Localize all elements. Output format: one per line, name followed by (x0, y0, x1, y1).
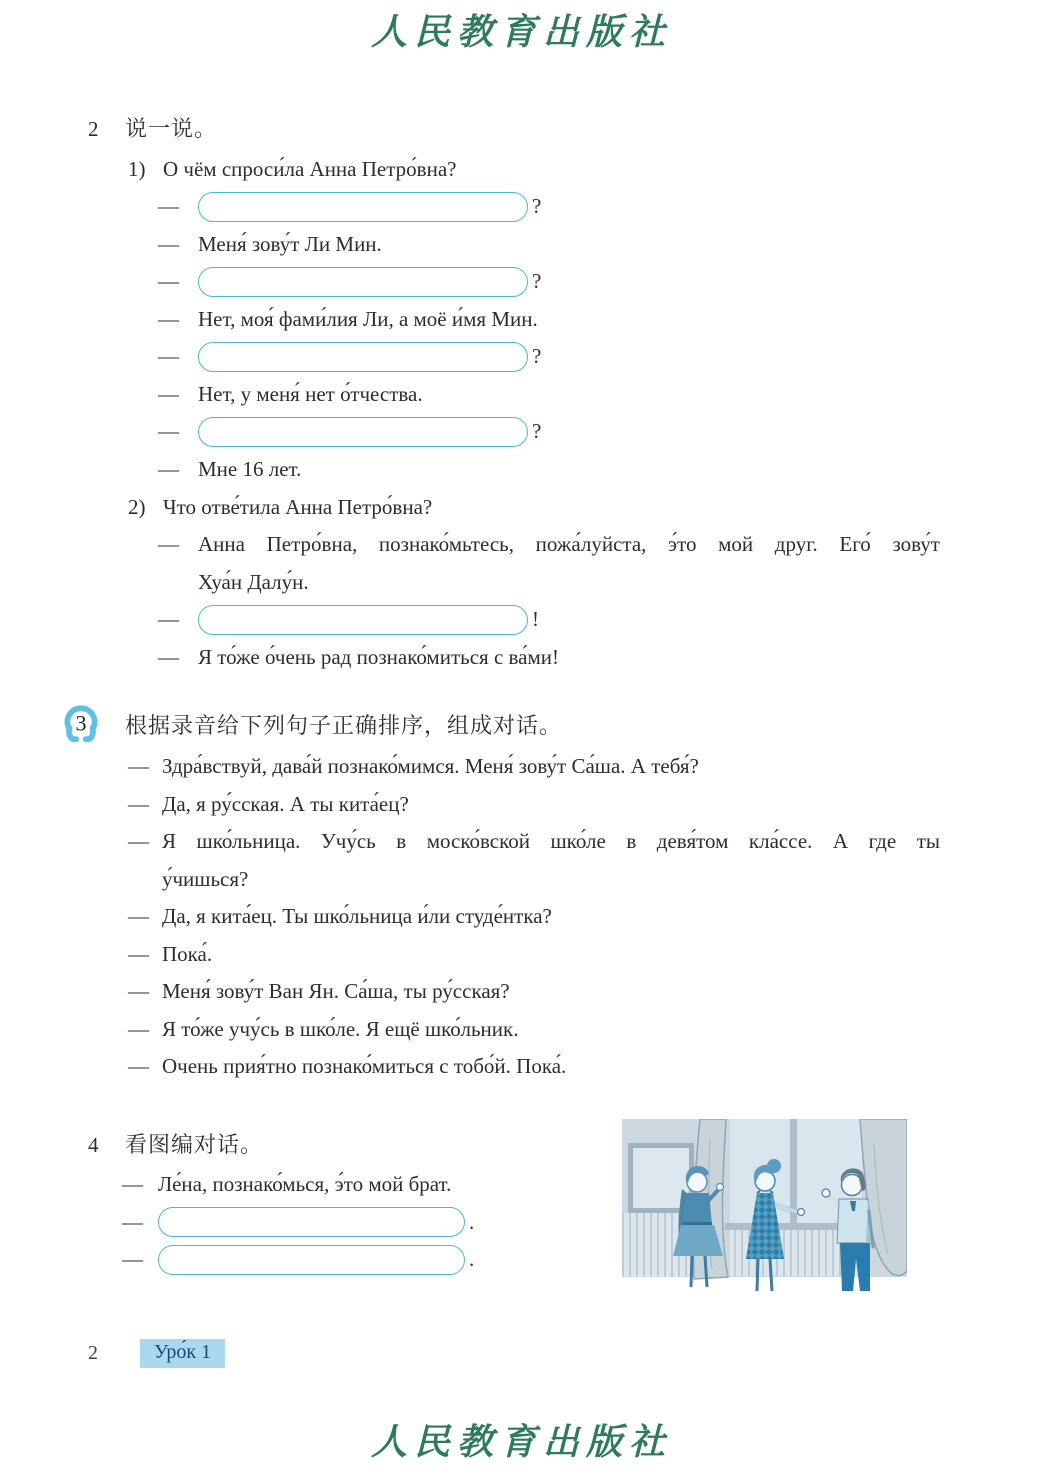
dialogue-dash: — (128, 1016, 149, 1041)
dialogue-line: Очень прия́тно познако́миться с тобо́й. Пока́. (162, 1054, 567, 1079)
dialogue-dash: — (158, 269, 179, 294)
punctuation-mark: ! (532, 607, 539, 632)
dialogue-row (158, 639, 950, 677)
page-number: 2 (88, 1341, 98, 1364)
dialogue-dash: — (158, 381, 179, 406)
dialogue-row (128, 748, 950, 786)
publisher-logo-bottom: 人民教育出版社 (370, 1421, 672, 1463)
question-marker: 2) (128, 494, 146, 519)
answer-blank-oval[interactable] (158, 1207, 465, 1237)
dialogue-dash: — (128, 754, 149, 779)
page-footer (88, 1338, 225, 1368)
dialogue-row (158, 338, 950, 376)
exercise-title: 根据录音给下列句子正确排序，组成对话。 (125, 712, 563, 738)
dialogue-1 (158, 188, 950, 488)
dialogue-row (128, 786, 950, 824)
headphone-listening-icon (62, 702, 100, 746)
dialogue-dash: — (122, 1209, 143, 1234)
dialogue-row (158, 526, 950, 601)
exercise-4 (88, 1128, 608, 1279)
dialogue-dash: — (158, 194, 179, 219)
dialogue-row (158, 451, 950, 489)
dialogue-row (122, 1241, 608, 1279)
dialogue-dash: — (128, 941, 149, 966)
dialogue-line: Да, я ру́сская. А ты кита́ец? (162, 791, 409, 816)
dialogue-dash: — (158, 456, 179, 481)
dialogue-row (158, 413, 950, 451)
answer-blank-oval[interactable] (198, 192, 528, 222)
dialogue-line: у́чишься? (162, 866, 249, 891)
exercise-number: 4 (88, 1133, 99, 1157)
dialogue-dash: — (122, 1172, 143, 1197)
exercise-number: 2 (88, 117, 99, 141)
dialogue-dash: — (128, 904, 149, 929)
dialogue-dash: — (128, 791, 149, 816)
dialogue-line: Анна Петро́вна, познако́мьтесь, пожа́луйста, э́то мой друг. Его́ зову́т (198, 532, 940, 556)
punctuation-mark: . (469, 1247, 475, 1272)
exercise-3-header (62, 700, 950, 748)
question-1 (128, 150, 950, 188)
answer-blank-oval[interactable] (198, 605, 528, 635)
question-2 (128, 488, 950, 526)
dialogue-row (158, 226, 950, 264)
answer-blank-oval[interactable] (158, 1245, 465, 1275)
dialogue-row (158, 601, 950, 639)
dialogue-row (122, 1204, 608, 1242)
exercise-3 (62, 700, 950, 1086)
exercise-number: 3 (75, 710, 87, 736)
punctuation-mark: ? (532, 419, 542, 444)
exercise-2-header (88, 112, 950, 142)
question-text: О чём спроси́ла Анна Петро́вна? (163, 156, 457, 181)
dialogue-row (128, 1048, 950, 1086)
dialogue-2 (158, 526, 950, 676)
dialogue-paragraph (162, 823, 940, 898)
punctuation-mark: ? (532, 344, 542, 369)
scene-illustration (622, 1119, 907, 1305)
dialogue-row (128, 1011, 950, 1049)
answer-blank-oval[interactable] (198, 342, 528, 372)
question-text: Что отве́тила Анна Петро́вна? (163, 494, 433, 519)
dialogue-dash: — (158, 644, 179, 669)
dialogue-dash: — (128, 829, 149, 853)
answer-blank-oval[interactable] (198, 267, 528, 297)
dialogue-row (128, 973, 950, 1011)
dialogue-line: Я то́же учу́сь в шко́ле. Я ещё шко́льник. (162, 1016, 519, 1041)
exercise-2 (88, 112, 950, 676)
dialogue-line: Здра́вствуй, дава́й познако́мимся. Меня́ зову́т Са́ша. А тебя́? (162, 754, 699, 779)
dialogue-to-order (128, 748, 950, 1086)
dialogue-line: Я то́же о́чень рад познако́миться с ва́ми! (198, 644, 559, 669)
dialogue-row (128, 823, 950, 898)
dialogue-line: Пока́. (162, 941, 213, 966)
dialogue-paragraph (198, 526, 940, 601)
dialogue-line: Нет, моя́ фами́лия Ли, а моё и́мя Мин. (198, 306, 538, 331)
dialogue-dash: — (122, 1247, 143, 1272)
dialogue-dash: — (158, 306, 179, 331)
dialogue-dash: — (128, 979, 149, 1004)
dialogue-dash: — (158, 344, 179, 369)
dialogue-line: Я шко́льница. Учу́сь в моско́вской шко́ле в девя́том кла́ссе. А где ты (162, 829, 940, 853)
exercise-title: 说一说。 (125, 116, 218, 141)
dialogue-row (158, 301, 950, 339)
dialogue-dash: — (158, 231, 179, 256)
dialogue-line: Мне 16 лет. (198, 456, 302, 481)
dialogue-dash: — (158, 419, 179, 444)
lesson-badge: Уро́к 1 (140, 1339, 225, 1368)
dialogue-line: Меня́ зову́т Ван Ян. Са́ша, ты ру́сская? (162, 979, 510, 1004)
dialogue-line: Нет, у меня́ нет о́тчества. (198, 381, 423, 406)
exercise-4-header (88, 1128, 608, 1158)
dialogue-row (128, 898, 950, 936)
dialogue-row (128, 936, 950, 974)
dialogue-row (158, 263, 950, 301)
answer-blank-oval[interactable] (198, 417, 528, 447)
punctuation-mark: ? (532, 269, 542, 294)
dialogue-line: Меня́ зову́т Ли Мин. (198, 231, 382, 256)
exercise-title: 看图编对话。 (125, 1132, 264, 1157)
dialogue-dash: — (158, 532, 179, 556)
dialogue-line: Хуа́н Далу́н. (198, 569, 309, 594)
dialogue-row (158, 188, 950, 226)
dialogue-line: Да, я кита́ец. Ты шко́льница и́ли студе́нтка? (162, 904, 552, 929)
dialogue-line: Ле́на, познако́мься, э́то мой брат. (158, 1172, 452, 1197)
dialogue-4 (122, 1166, 608, 1279)
punctuation-mark: ? (532, 194, 542, 219)
dialogue-dash: — (158, 607, 179, 632)
question-marker: 1) (128, 156, 146, 181)
dialogue-dash: — (128, 1054, 149, 1079)
publisher-logo-top: 人民教育出版社 (370, 11, 672, 53)
dialogue-row (122, 1166, 608, 1204)
punctuation-mark: . (469, 1209, 475, 1234)
dialogue-row (158, 376, 950, 414)
